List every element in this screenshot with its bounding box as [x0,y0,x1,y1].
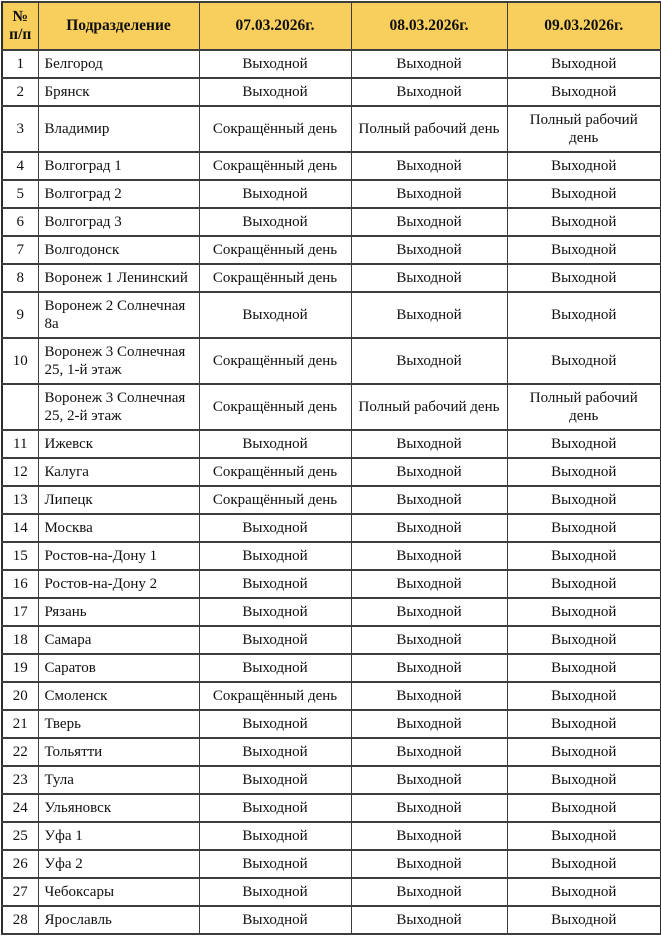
table-row [2,458,661,486]
status-cell-09-03: Выходной [507,766,661,794]
status-cell-09-03: Выходной [507,654,661,682]
table-row [2,384,661,430]
status-cell-09-03: Выходной [507,236,661,264]
status-cell-08-03: Выходной [351,626,507,654]
row-number-cell: 20 [2,682,38,710]
schedule-page [0,1,661,935]
table-body [2,50,661,934]
status-cell-07-03: Выходной [199,598,351,626]
table-row [2,738,661,766]
status-cell-07-03: Сокращённый день [199,106,351,152]
status-cell-09-03: Выходной [507,430,661,458]
status-cell-07-03: Выходной [199,710,351,738]
status-cell-08-03: Выходной [351,292,507,338]
table-row [2,208,661,236]
status-cell-09-03: Выходной [507,458,661,486]
unit-name-cell: Тверь [38,710,199,738]
unit-name-cell: Брянск [38,78,199,106]
status-cell-09-03: Выходной [507,152,661,180]
status-cell-09-03: Выходной [507,180,661,208]
status-cell-09-03: Полный рабочий день [507,384,661,430]
status-cell-09-03: Выходной [507,264,661,292]
row-number-cell [2,384,38,430]
table-row [2,430,661,458]
status-cell-08-03: Выходной [351,514,507,542]
unit-name-cell: Волгоград 1 [38,152,199,180]
table-row [2,542,661,570]
status-cell-08-03: Выходной [351,654,507,682]
unit-name-cell: Рязань [38,598,199,626]
status-cell-09-03: Выходной [507,878,661,906]
status-cell-07-03: Сокращённый день [199,384,351,430]
unit-name-cell: Саратов [38,654,199,682]
status-cell-07-03: Выходной [199,514,351,542]
unit-name-cell: Владимир [38,106,199,152]
status-cell-08-03: Выходной [351,878,507,906]
status-cell-07-03: Сокращённый день [199,486,351,514]
status-cell-08-03: Выходной [351,338,507,384]
table-row [2,878,661,906]
status-cell-07-03: Выходной [199,878,351,906]
table-row [2,78,661,106]
row-number-cell: 16 [2,570,38,598]
status-cell-08-03: Выходной [351,208,507,236]
unit-name-cell: Чебоксары [38,878,199,906]
status-cell-07-03: Выходной [199,180,351,208]
status-cell-07-03: Сокращённый день [199,682,351,710]
row-number-cell: 24 [2,794,38,822]
table-row [2,766,661,794]
status-cell-08-03: Выходной [351,850,507,878]
table-row [2,292,661,338]
status-cell-08-03: Выходной [351,458,507,486]
unit-name-cell: Тольятти [38,738,199,766]
unit-name-cell: Калуга [38,458,199,486]
column-header-date-07-03: 07.03.2026г. [199,2,351,50]
status-cell-07-03: Выходной [199,906,351,934]
status-cell-08-03: Выходной [351,236,507,264]
status-cell-08-03: Выходной [351,486,507,514]
status-cell-07-03: Выходной [199,822,351,850]
status-cell-09-03: Выходной [507,794,661,822]
status-cell-07-03: Выходной [199,292,351,338]
table-row [2,180,661,208]
unit-name-cell: Белгород [38,50,199,78]
row-number-cell: 21 [2,710,38,738]
table-row [2,598,661,626]
table-row [2,514,661,542]
status-cell-08-03: Выходной [351,180,507,208]
status-cell-08-03: Выходной [351,738,507,766]
status-cell-08-03: Выходной [351,822,507,850]
status-cell-07-03: Выходной [199,78,351,106]
row-number-cell: 5 [2,180,38,208]
unit-name-cell: Ростов-на-Дону 2 [38,570,199,598]
column-header-row-number: № п/п [2,2,38,50]
table-row [2,682,661,710]
status-cell-08-03: Выходной [351,78,507,106]
unit-name-cell: Волгоград 2 [38,180,199,208]
table-row [2,794,661,822]
row-number-cell: 2 [2,78,38,106]
unit-name-cell: Воронеж 2 Солнечная 8а [38,292,199,338]
status-cell-09-03: Выходной [507,822,661,850]
table-row [2,570,661,598]
unit-name-cell: Волгоград 3 [38,208,199,236]
status-cell-09-03: Выходной [507,208,661,236]
status-cell-07-03: Выходной [199,430,351,458]
status-cell-08-03: Выходной [351,906,507,934]
table-row [2,822,661,850]
row-number-cell: 12 [2,458,38,486]
status-cell-09-03: Выходной [507,598,661,626]
unit-name-cell: Липецк [38,486,199,514]
unit-name-cell: Ростов-на-Дону 1 [38,542,199,570]
table-row [2,906,661,934]
table-row [2,850,661,878]
row-number-cell: 4 [2,152,38,180]
unit-name-cell: Уфа 2 [38,850,199,878]
status-cell-09-03: Выходной [507,78,661,106]
row-number-cell: 26 [2,850,38,878]
table-row [2,50,661,78]
column-header-date-09-03: 09.03.2026г. [507,2,661,50]
status-cell-08-03: Выходной [351,50,507,78]
table-row [2,152,661,180]
status-cell-08-03: Выходной [351,710,507,738]
status-cell-09-03: Выходной [507,710,661,738]
unit-name-cell: Волгодонск [38,236,199,264]
column-header-unit: Подразделение [38,2,199,50]
unit-name-cell: Воронеж 1 Ленинский [38,264,199,292]
row-number-cell: 15 [2,542,38,570]
row-number-cell: 9 [2,292,38,338]
status-cell-07-03: Сокращённый день [199,152,351,180]
table-row [2,654,661,682]
status-cell-08-03: Выходной [351,794,507,822]
status-cell-08-03: Выходной [351,766,507,794]
row-number-cell: 3 [2,106,38,152]
row-number-cell: 1 [2,50,38,78]
row-number-cell: 25 [2,822,38,850]
status-cell-08-03: Выходной [351,598,507,626]
row-number-cell: 19 [2,654,38,682]
unit-name-cell: Уфа 1 [38,822,199,850]
status-cell-08-03: Выходной [351,430,507,458]
row-number-cell: 23 [2,766,38,794]
status-cell-09-03: Выходной [507,626,661,654]
unit-name-cell: Ярославль [38,906,199,934]
status-cell-08-03: Полный рабочий день [351,106,507,152]
status-cell-07-03: Выходной [199,626,351,654]
unit-name-cell: Воронеж 3 Солнечная 25, 1-й этаж [38,338,199,384]
status-cell-07-03: Выходной [199,570,351,598]
row-number-cell: 6 [2,208,38,236]
row-number-cell: 11 [2,430,38,458]
row-number-cell: 13 [2,486,38,514]
table-row [2,236,661,264]
status-cell-09-03: Выходной [507,514,661,542]
header-row [2,2,661,50]
status-cell-09-03: Выходной [507,570,661,598]
status-cell-09-03: Выходной [507,682,661,710]
column-header-date-08-03: 08.03.2026г. [351,2,507,50]
row-number-cell: 14 [2,514,38,542]
row-number-cell: 17 [2,598,38,626]
status-cell-07-03: Выходной [199,208,351,236]
status-cell-08-03: Выходной [351,264,507,292]
work-schedule-table [1,1,661,935]
unit-name-cell: Самара [38,626,199,654]
row-number-cell: 18 [2,626,38,654]
unit-name-cell: Ижевск [38,430,199,458]
table-row [2,106,661,152]
status-cell-08-03: Выходной [351,152,507,180]
status-cell-07-03: Сокращённый день [199,236,351,264]
table-row [2,710,661,738]
unit-name-cell: Воронеж 3 Солнечная 25, 2-й этаж [38,384,199,430]
status-cell-09-03: Выходной [507,292,661,338]
status-cell-08-03: Выходной [351,542,507,570]
status-cell-07-03: Выходной [199,50,351,78]
table-row [2,626,661,654]
table-row [2,338,661,384]
status-cell-07-03: Выходной [199,738,351,766]
table-row [2,264,661,292]
status-cell-08-03: Полный рабочий день [351,384,507,430]
unit-name-cell: Москва [38,514,199,542]
status-cell-08-03: Выходной [351,570,507,598]
row-number-cell: 10 [2,338,38,384]
status-cell-07-03: Выходной [199,542,351,570]
status-cell-09-03: Полный рабочий день [507,106,661,152]
row-number-cell: 8 [2,264,38,292]
status-cell-09-03: Выходной [507,906,661,934]
status-cell-09-03: Выходной [507,542,661,570]
row-number-cell: 7 [2,236,38,264]
status-cell-07-03: Сокращённый день [199,338,351,384]
status-cell-09-03: Выходной [507,850,661,878]
status-cell-08-03: Выходной [351,682,507,710]
row-number-cell: 22 [2,738,38,766]
status-cell-07-03: Выходной [199,766,351,794]
row-number-cell: 27 [2,878,38,906]
unit-name-cell: Смоленск [38,682,199,710]
status-cell-09-03: Выходной [507,486,661,514]
table-header [2,2,661,50]
status-cell-09-03: Выходной [507,738,661,766]
status-cell-07-03: Сокращённый день [199,458,351,486]
status-cell-09-03: Выходной [507,338,661,384]
status-cell-07-03: Сокращённый день [199,264,351,292]
unit-name-cell: Тула [38,766,199,794]
table-row [2,486,661,514]
row-number-cell: 28 [2,906,38,934]
status-cell-07-03: Выходной [199,794,351,822]
status-cell-09-03: Выходной [507,50,661,78]
status-cell-07-03: Выходной [199,850,351,878]
unit-name-cell: Ульяновск [38,794,199,822]
status-cell-07-03: Выходной [199,654,351,682]
